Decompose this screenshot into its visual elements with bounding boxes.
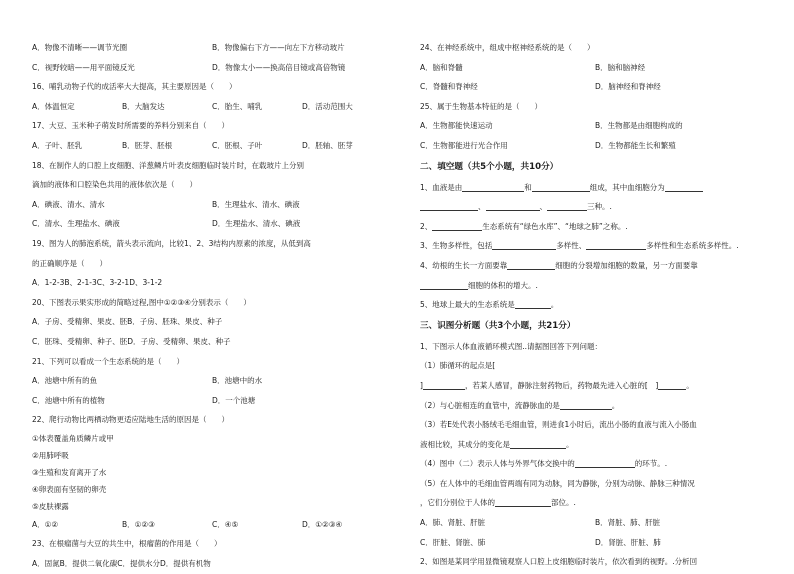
analysis-q1-part1-cont: ] ，若某人感冒，静脉注射药物后，药物最先进入心脏的[ ] 。 [420, 380, 694, 390]
option-c: C．肝脏、肾脏、肺 [420, 537, 486, 547]
section-diagram-title: 三、识图分析题（共3个小题，共21分） [420, 320, 576, 331]
option-d: D．①②③④ [302, 519, 343, 529]
option-b: B．生物都是由细胞构成的 [595, 121, 683, 131]
fill-text: （4）图中（二）表示人体与外界气体交换中的 [420, 459, 575, 469]
fill-text: 和 [524, 182, 532, 192]
answer-blank[interactable] [658, 379, 686, 390]
q22-item: ③生殖和发育离开了水 [32, 467, 107, 477]
option-c: C．清水、生理盐水、碘液 [32, 219, 120, 229]
left-column [32, 38, 392, 574]
option-d: D．一个池塘 [212, 395, 256, 405]
fill-question-4 [420, 256, 770, 276]
fill-text: 液相比较，其成分的变化是 [420, 439, 510, 449]
option-b: B．生理盐水、清水、碘液 [212, 199, 300, 209]
analysis-q1-part1 [420, 356, 770, 376]
fill-text: 细胞的体积的增大。. [468, 280, 538, 290]
fill-text: 三种。. [587, 202, 612, 212]
analysis-q1-options [420, 513, 770, 533]
option-b: B．肾脏、肺、肝脏 [595, 518, 661, 528]
answer-blank[interactable] [432, 220, 482, 231]
q22-item: ②用肺呼吸 [32, 450, 69, 460]
fill-text: 的环节。. [634, 459, 668, 469]
analysis-q1-options-2 [420, 533, 770, 553]
fill-question-4-cont [420, 276, 770, 296]
fill-text: 组成，其中血细胞分为 [589, 182, 665, 192]
answer-blank[interactable] [495, 496, 551, 507]
fill-text: 细胞的分裂增加细胞的数量，另一方面要靠 [555, 260, 698, 270]
fill-question-5: 5、地球上最大的生态系统是 。 [420, 300, 559, 310]
fill-text: 多样性、 [556, 241, 587, 251]
question-21: 21、下列可以看成一个生态系统的是（ ） [32, 356, 185, 366]
q24-options [420, 58, 770, 78]
fill-question-2 [420, 217, 770, 237]
question-16: 16、哺乳动物子代的成活率大大提高，其主要原因是（ ） [32, 82, 237, 92]
q22-item: ①体表覆盖角质鳞片或甲 [32, 433, 114, 443]
question-19-line1: 19、图为人的肺泡系统，箭头表示流向，比较1、2、3结构内原素的浓度，从低到高 [32, 238, 311, 248]
fill-question-3 [420, 236, 770, 256]
question-23: 23、在根瘤菌与大豆的共生中，根瘤菌的作用是（ ） [32, 539, 222, 549]
q20-options-2: C．胚珠、受精卵、种子、胚D．子房、受精卵、果皮、种子 [32, 336, 231, 346]
q18-options-2 [32, 214, 392, 234]
fill-text: ] [420, 380, 423, 390]
q21-options-2 [32, 391, 392, 411]
answer-blank[interactable] [515, 298, 551, 309]
analysis-question-1: 1、下图示人体血液循环模式图..请据图回答下列问题： [420, 341, 603, 351]
q19-options: A．1-2-3B、2-1-3C、3-2-1D、3-1-2 [32, 278, 163, 288]
fill-text: 生态系统有“绿色水库”、“地球之肺”之称。. [482, 221, 628, 231]
option-a: A．脑和脊髓 [420, 62, 463, 72]
analysis-q1-part3-cont: 液相比较，其成分的变化是 。 [420, 439, 574, 449]
analysis-q1-part2: （2）与心脏相连的血管中，流静脉血的是 。 [420, 400, 620, 410]
option-c: C．生物都能进行光合作用 [420, 140, 508, 150]
question-19-line2: 的正确顺序是（ ） [32, 258, 107, 268]
option-b: B．胚芽、胚根 [122, 140, 173, 150]
question-20: 20、下图表示果实形成的简略过程,图中①②③④分别表示（ ） [32, 297, 251, 307]
fill-text: 多样性和生态系统多样性。. [646, 241, 739, 251]
answer-blank[interactable] [532, 181, 590, 192]
q15-options-2 [32, 58, 392, 78]
option-a: A．体温恒定 [32, 101, 75, 111]
option-c: C．视野较暗——用平面镜反光 [32, 62, 135, 72]
analysis-question-2: 2、如图是某同学用显微镜观察人口腔上皮细胞临时装片，依次看到的视野。.分析回 [420, 557, 698, 567]
option-a: A．子叶、胚乳 [32, 140, 83, 150]
option-d: D．活动范围大 [302, 101, 353, 111]
question-24: 24、在神经系统中，组成中枢神经系统的是（ ） [420, 43, 595, 52]
option-a: A．肺、肾脏、肝脏 [420, 518, 486, 528]
fill-text: 1、血液是由 [420, 182, 463, 192]
section-fill-in-title: 二、填空题（共5个小题，共10分） [420, 161, 559, 172]
option-a: A．池塘中所有的鱼 [32, 376, 98, 386]
answer-blank[interactable] [586, 239, 646, 250]
option-b: B．①②③ [122, 519, 155, 529]
answer-blank[interactable] [665, 181, 703, 192]
fill-text: ，它们分别位于人体的 [420, 498, 495, 508]
q23-options: A．固氮B．提供二氧化碳C．提供水分D．提供有机物 [32, 559, 211, 569]
fill-text: 5、地球上最大的生态系统是 [420, 300, 515, 310]
q25-options [420, 116, 770, 136]
option-d: D．脑神经和脊神经 [595, 82, 661, 92]
option-c: C．胎生、哺乳 [212, 101, 263, 111]
question-18-line2: 滴加的液体和口腔染色共用的液体依次是（ ） [32, 180, 197, 190]
analysis-q1-part5: （5）在人体中的毛细血管两端有同为动脉，同为静脉，分别为动脉、静脉三种情况 [420, 478, 695, 488]
q22-item: ④卵表面有坚韧的卵壳 [32, 484, 107, 494]
option-a: A．物像不清晰——调节光圈 [32, 43, 128, 52]
answer-blank[interactable] [423, 379, 465, 390]
option-b: B．物像偏右下方——向左下方移动玻片 [212, 43, 345, 52]
q22-item: ⑤皮肤裸露 [32, 501, 69, 511]
option-a: A．①② [32, 519, 59, 529]
fill-text: （1）肺循环的起点是[ [420, 361, 496, 371]
q18-options [32, 195, 392, 215]
fill-question-1 [420, 178, 770, 198]
q24-options-2 [420, 77, 770, 97]
q22-options [32, 515, 392, 535]
question-22: 22、爬行动物比两栖动物更适应陆地生活的原因是（ ） [32, 415, 230, 425]
option-c: C．④⑤ [212, 519, 239, 529]
fill-text: 2、 [420, 221, 433, 231]
question-17: 17、大豆、玉米种子萌发时所需要的养料分别来自（ ） [32, 121, 230, 131]
q20-options-1: A．子房、受精卵、果皮、胚B．子房、胚珠、果皮、种子 [32, 317, 223, 327]
fill-text: 3、生物多样性，包括 [420, 241, 493, 251]
option-d: D．物像太小——换高倍目镜或高倍物镜 [212, 62, 346, 72]
fill-text: 4、幼根的生长一方面要靠 [420, 260, 508, 270]
answer-blank[interactable] [510, 438, 566, 449]
answer-blank[interactable] [462, 181, 524, 192]
option-d: D．生理盐水、清水、碘液 [212, 219, 301, 229]
answer-blank[interactable] [492, 239, 556, 250]
fill-text: ，若某人感冒，静脉注射药物后，药物最先进入心脏的[ ] [464, 380, 659, 390]
q21-options [32, 371, 392, 391]
question-18-line1: 18、在制作人的口腔上皮细胞、洋葱鳞片叶表皮细胞临时装片时，在载玻片上分别 [32, 160, 305, 170]
option-d: D．胚轴、胚芽 [302, 140, 353, 150]
analysis-q1-part4 [420, 454, 770, 474]
q15-options [32, 38, 392, 58]
option-b: B．池塘中的水 [212, 376, 263, 386]
option-c: C．池塘中所有的植物 [32, 395, 105, 405]
option-c: C．脊髓和脊神经 [420, 82, 478, 92]
option-b: B．脑和脑神经 [595, 62, 646, 72]
option-b: B．大脑发达 [122, 101, 165, 111]
option-a: A．碘液、清水、清水 [32, 199, 105, 209]
answer-blank[interactable] [486, 200, 540, 211]
option-d: D．肾脏、肝脏、肺 [595, 537, 661, 547]
option-c: C．胚根、子叶 [212, 140, 263, 150]
option-d: D．生物都能生长和繁殖 [595, 140, 676, 150]
answer-blank[interactable] [507, 259, 555, 270]
answer-blank[interactable] [547, 200, 587, 211]
answer-blank[interactable] [420, 200, 478, 211]
answer-blank[interactable] [560, 399, 612, 410]
answer-blank[interactable] [575, 457, 635, 468]
q25-options-2 [420, 136, 770, 156]
analysis-q1-part5-cont [420, 493, 770, 513]
q16-options [32, 97, 392, 117]
fill-text: （2）与心脏相连的血管中，流静脉血的是 [420, 400, 560, 410]
answer-blank[interactable] [420, 279, 468, 290]
q17-options [32, 136, 392, 156]
analysis-q1-part3: （3）若E处代表小肠绒毛毛细血管，则进食1小时后，流出小肠的血液与流入小肠血 [420, 420, 697, 430]
option-a: A．生物都能快速运动 [420, 121, 493, 131]
right-column [420, 38, 770, 572]
fill-question-1-cont: 、 、 三种。. [420, 197, 770, 217]
question-25: 25、属于生物基本特征的是（ ） [420, 101, 543, 111]
fill-text: 部位。. [551, 498, 576, 508]
